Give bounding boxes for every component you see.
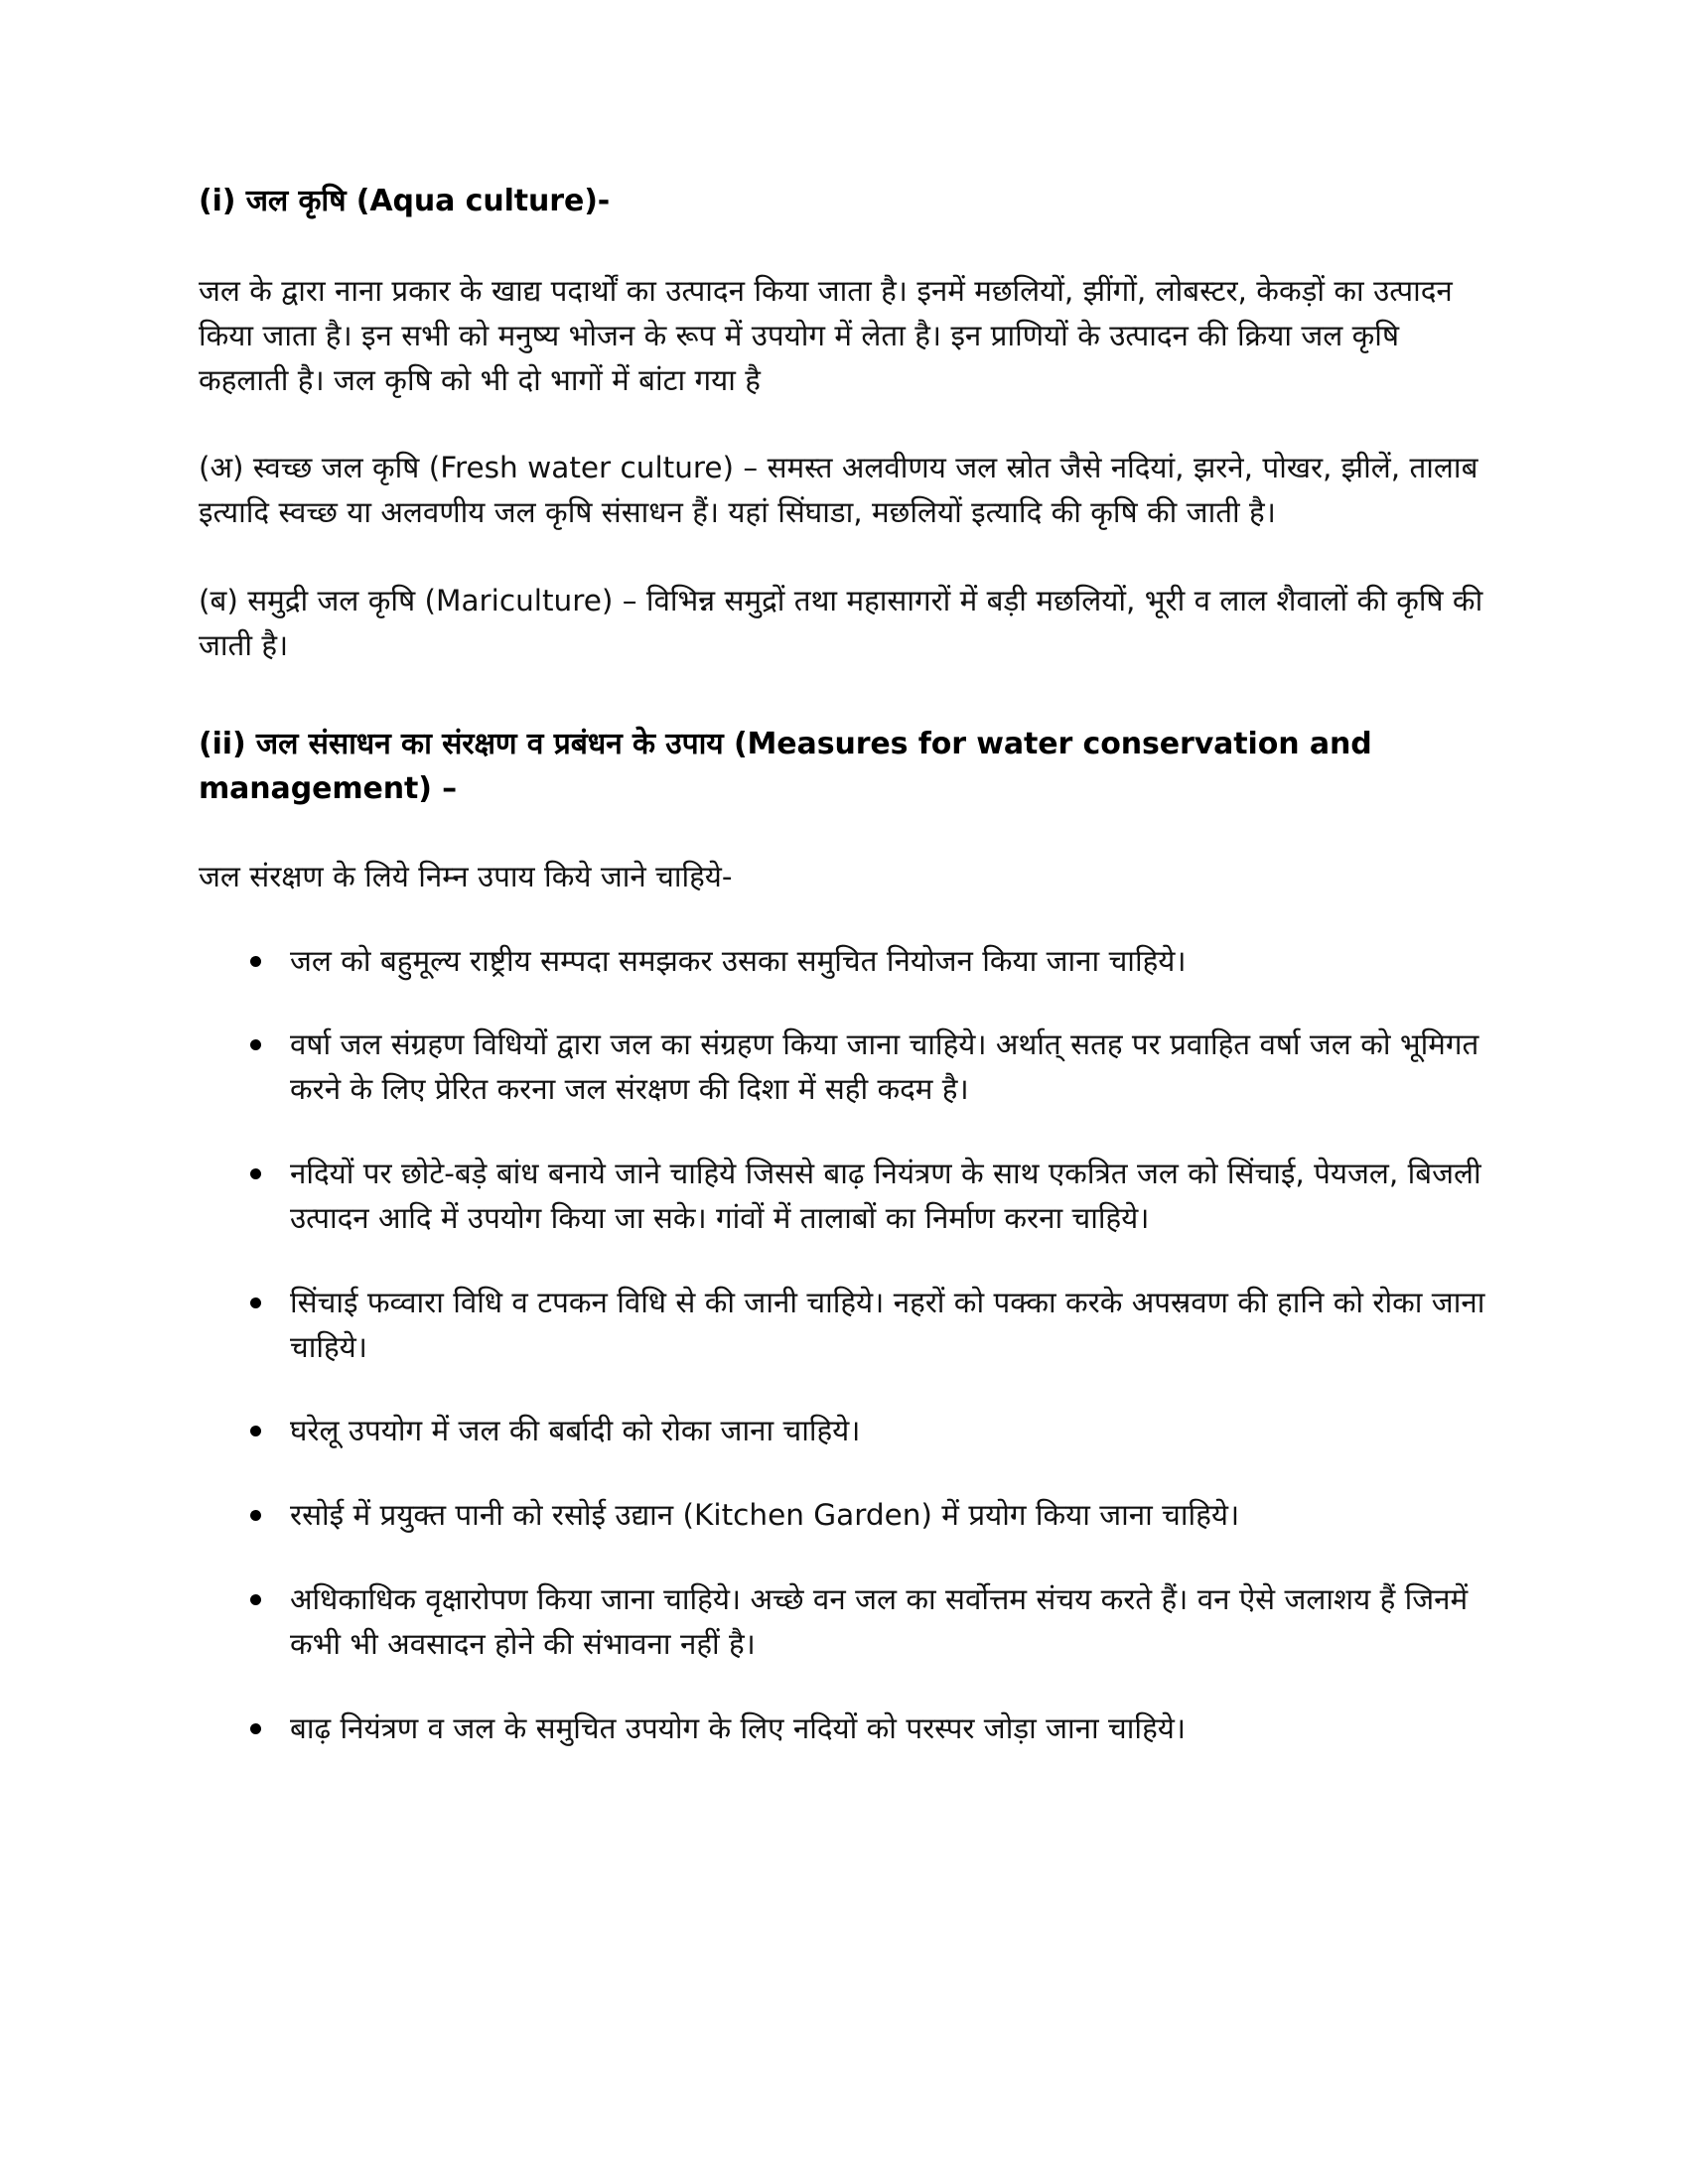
bullet-point-icon [250,1426,261,1436]
list-item [199,1409,1489,1453]
list-item [199,1023,1489,1112]
list-item-text: घरेलू उपयोग में जल की बर्बादी को रोका जाना चाहिये। [290,1414,861,1448]
list-item-text: नदियों पर छोटे-बड़े बांध बनाये जाने चाहिये जिससे बाढ़ नियंत्रण के साथ एकत्रित जल को सिंचाई, पेयजल, बिजली उत्पादन आदि में उपयोग किया जा सके। गांवों में तालाबों का निर्माण करना चाहिये। [290,1157,1481,1235]
paragraph-aqua-culture-intro: जल के द्वारा नाना प्रकार के खाद्य पदार्थों का उत्पादन किया जाता है। इनमें मछलियों, झींगों, लोबस्टर, केकड़ों का उत्पादन किया जाता है। इन सभी को मनुष्य भोजन के रूप में उपयोग में लेता है। इन प्राणियों के उत्पादन की क्रिया जल कृषि कहलाती है। जल कृषि को भी दो भागों में बांटा गया है [199,274,1453,397]
bullet-point-icon [250,1510,261,1521]
bullet-point-icon [250,1594,261,1605]
list-item [199,939,1489,984]
list-item-text: अधिकाधिक वृक्षारोपण किया जाना चाहिये। अच्छे वन जल का सर्वोत्तम संचय करते हैं। वन ऐसे जलाशय हैं जिनमें कभी भी अवसादन होने की संभावना नहीं है। [290,1582,1469,1661]
conservation-measures-list [199,939,1489,1751]
list-item [199,1281,1489,1370]
bullet-point-icon [250,1297,261,1308]
list-item-text: सिंचाई फव्वारा विधि व टपकन विधि से की जानी चाहिये। नहरों को पक्का करके अपस्रवण की हानि को रोका जाना चाहिये। [290,1285,1485,1364]
bullet-point-icon [250,956,261,967]
paragraph-mariculture: (ब) समुद्री जल कृषि (Mariculture) – विभिन्न समुद्रों तथा महासागरों में बड़ी मछलियों, भूरी व लाल शैवालों की कृषि की जाती है। [199,584,1483,662]
list-item [199,1152,1489,1241]
paragraph-conservation-lead: जल संरक्षण के लिये निम्न उपाय किये जाने चाहिये- [199,859,733,893]
section-aqua-culture [199,179,1489,668]
list-item [199,1493,1489,1538]
section-water-conservation [199,722,1489,1751]
bullet-point-icon [250,1039,261,1050]
paragraph-fresh-water-culture: (अ) स्वच्छ जल कृषि (Fresh water culture) – समस्त अलवीणय जल स्रोत जैसे नदियां, झरने, पोखर, झीलें, तालाब इत्यादि स्वच्छ या अलवणीय जल कृषि संसाधन हैं। यहां सिंघाडा, मछलियों इत्यादि की कृषि की जाती है। [199,451,1478,530]
bullet-point-icon [250,1168,261,1179]
section-heading-water-conservation: (ii) जल संसाधन का संरक्षण व प्रबंधन के उपाय (Measures for water conservation and management) – [199,726,1372,806]
list-item [199,1706,1489,1751]
section-heading-aqua-culture: (i) जल कृषि (Aqua culture)- [199,184,611,218]
list-item-text: रसोई में प्रयुक्त पानी को रसोई उद्यान (Kitchen Garden) में प्रयोग किया जाना चाहिये। [290,1498,1240,1533]
list-item-text: वर्षा जल संग्रहण विधियों द्वारा जल का संग्रहण किया जाना चाहिये। अर्थात् सतह पर प्रवाहित वर्षा जल को भूमिगत करने के लिए प्रेरित करना जल संरक्षण की दिशा में सही कदम है। [290,1027,1479,1107]
list-item [199,1577,1489,1667]
bullet-point-icon [250,1723,261,1734]
list-item-text: बाढ़ नियंत्रण व जल के समुचित उपयोग के लिए नदियों को परस्पर जोड़ा जाना चाहिये। [290,1710,1187,1745]
document-content [199,179,1489,1751]
list-item-text: जल को बहुमूल्य राष्ट्रीय सम्पदा समझकर उसका समुचित नियोजन किया जाना चाहिये। [290,943,1187,978]
